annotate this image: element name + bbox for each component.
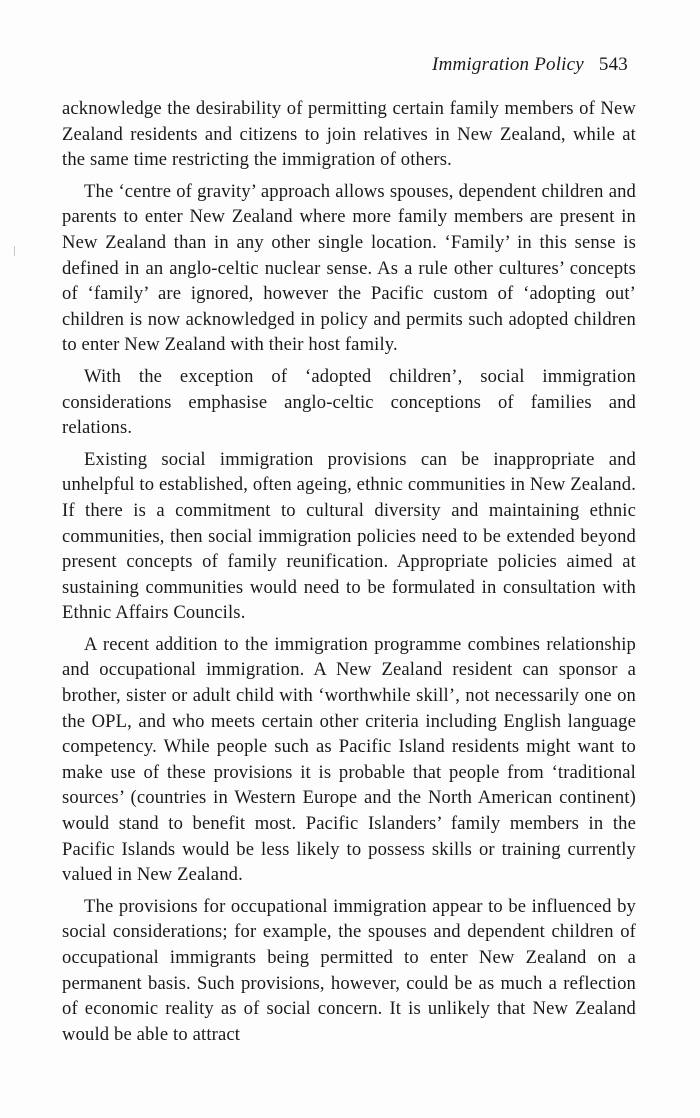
paragraph-centre-of-gravity: The ‘centre of gravity’ approach allows spouses, dependent children and parents to enter New Zealand where more family members are present in New Zealand than in any other single location. ‘Family’ in this sense is defined in an anglo-celtic nuclear sense. As a rule other cultures’ concepts of ‘family’ are ignored, however the Pacific custom of ‘adopting out’ children is now acknowledged in policy and permits such adopted children to enter New Zealand with their host family. (62, 180, 636, 356)
paragraph-existing-provisions: Existing social immigration provisions can be inappropriate and unhelpful to established, often ageing, ethnic communities in New Zealand. If there is a commitment to cultural diversity and maintaining ethnic communities, then social immigration policies need to be extended beyond present concepts of family reunification. Appropriate policies aimed at sustaining communities would need to be formulated in consultation with Ethnic Affairs Councils. (62, 448, 636, 624)
paragraph-recent-addition: A recent addition to the immigration programme combines relationship and occupational immigration. A New Zealand resident can sponsor a brother, sister or adult child with ‘worthwhile skill’, not necessarily one on the OPL, and who meets certain other criteria including English language competency. While people such as Pacific Island residents might want to make use of these provisions it is probable that people from ‘traditional sources’ (countries in Western Europe and the North American continent) would stand to benefit most. Pacific Islanders’ family members in the Pacific Islands would be less likely to possess skills or training currently valued in New Zealand. (62, 633, 636, 886)
page-number: 543 (598, 54, 628, 75)
margin-mark (14, 246, 15, 256)
paragraph-occupational-immigration: The provisions for occupational immigration appear to be influenced by social considerations; for example, the spouses and dependent children of occupational immigrants being permitted to enter New Zealand on a permanent basis. Such provisions, however, could be as much a reflection of economic reality as of social concern. It is unlikely that New Zealand would be able to attract (62, 895, 636, 1045)
paragraph-continued: acknowledge the desirability of permitting certain family members of New Zealand residents and citizens to join relatives in New Zealand, while at the same time restricting the immigration of others. (62, 98, 636, 171)
running-head (432, 54, 628, 76)
paragraph-adopted-children: With the exception of ‘adopted children’, social immigration considerations emphasise anglo-celtic conceptions of families and relations. (62, 365, 636, 439)
running-head-title: Immigration Policy (432, 54, 584, 75)
body-text (62, 96, 636, 1047)
